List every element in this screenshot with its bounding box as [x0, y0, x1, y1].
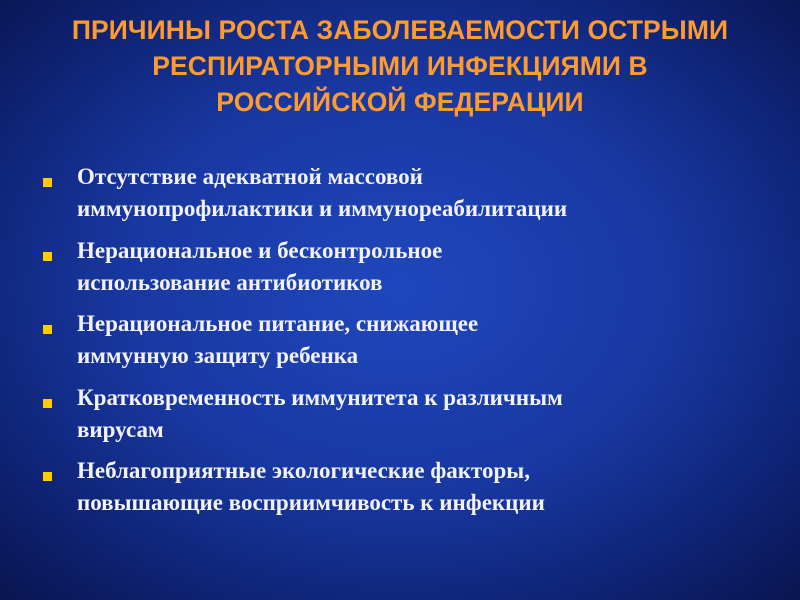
square-bullet-icon: [43, 325, 52, 334]
square-bullet-icon: [43, 252, 52, 261]
bullet-item: [40, 235, 760, 299]
bullet-text-line: Отсутствие адекватной массовой: [77, 164, 423, 189]
bullet-text-line: Нерациональное питание, снижающее: [77, 311, 479, 336]
bullet-text-line: вирусам: [77, 416, 164, 442]
bullet-text-line: иммунную защиту ребенка: [77, 343, 359, 368]
bullet-item: [40, 161, 760, 225]
slide-title: [20, 12, 780, 120]
bullet-text-line: иммунопрофилактики и иммунореабилитации: [77, 196, 568, 221]
bullet-item: [40, 308, 760, 372]
bullet-text-line: Кратковременность иммунитета к различным: [77, 384, 563, 410]
bullet-item: [40, 455, 760, 519]
square-bullet-icon: [43, 178, 52, 187]
bullet-list: [40, 161, 760, 529]
bullet-text-line: использование антибиотиков: [77, 269, 383, 295]
square-bullet-icon: [43, 472, 52, 481]
title-line: РЕСПИРАТОРНЫМИ ИНФЕКЦИЯМИ В: [152, 51, 648, 81]
bullet-item: [40, 382, 760, 446]
bullet-text-line: Нерациональное и бесконтрольное: [77, 237, 443, 263]
title-line: РОССИЙСКОЙ ФЕДЕРАЦИИ: [216, 87, 584, 117]
title-line: ПРИЧИНЫ РОСТА ЗАБОЛЕВАЕМОСТИ ОСТРЫМИ: [71, 15, 729, 45]
bullet-text-line: повышающие восприимчивость к инфекции: [77, 490, 545, 515]
bullet-text-line: Неблагоприятные экологические факторы,: [77, 458, 530, 483]
square-bullet-icon: [43, 399, 52, 408]
